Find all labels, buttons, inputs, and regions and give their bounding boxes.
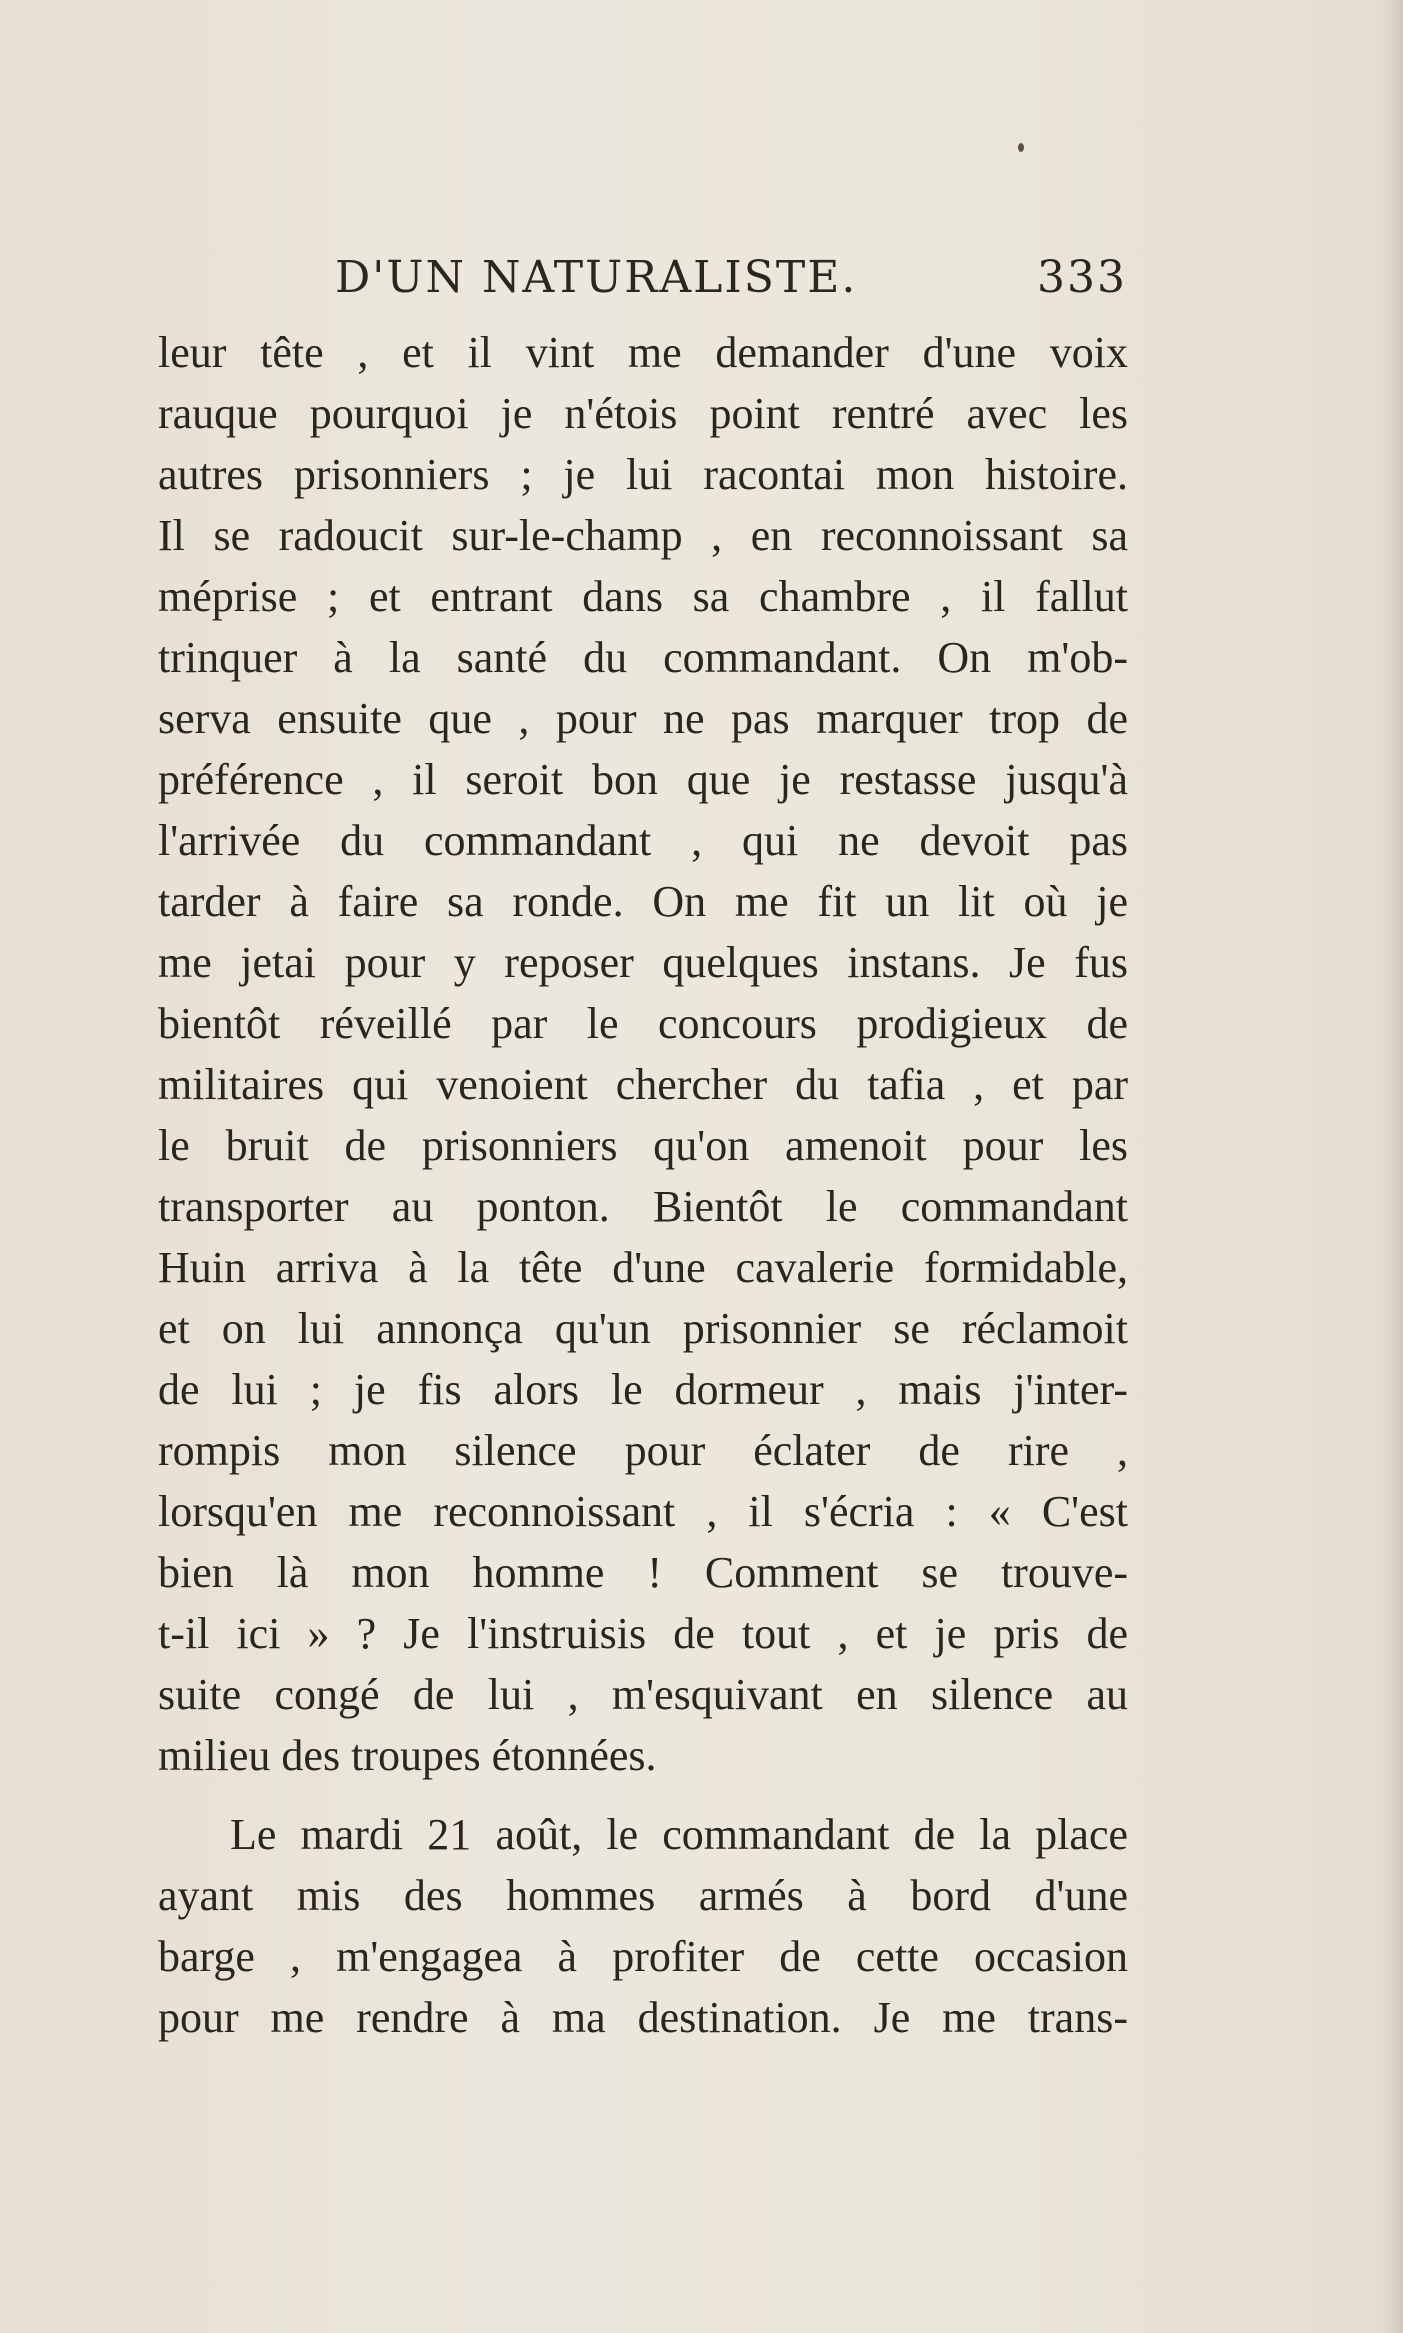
text-line: rompis mon silence pour éclater de rire , <box>158 1426 1128 1475</box>
ink-speck <box>1018 143 1024 152</box>
text-line: bien là mon homme ! Comment se trouve- <box>158 1548 1128 1597</box>
text-line: Il se radoucit sur-le-champ , en reconnoissant sa <box>158 511 1128 560</box>
text-line: leur tête , et il vint me demander d'une voix <box>158 328 1128 377</box>
page-header <box>335 252 1127 322</box>
text-line: de lui ; je fis alors le dormeur , mais j'inter- <box>158 1365 1128 1414</box>
page-body <box>158 322 1128 2048</box>
text-line: militaires qui venoient chercher du tafia , et par <box>158 1060 1128 1109</box>
text-line: pour me rendre à ma destination. Je me trans- <box>158 1993 1128 2042</box>
text-line: barge , m'engagea à profiter de cette occasion <box>158 1932 1128 1981</box>
text-line: Le mardi 21 août, le commandant de la place <box>230 1810 1128 1859</box>
text-line: l'arrivée du commandant , qui ne devoit pas <box>158 816 1128 865</box>
page-number: 333 <box>1037 252 1127 303</box>
paragraph-1 <box>158 322 1128 1786</box>
text-line: autres prisonniers ; je lui racontai mon histoire. <box>158 450 1128 499</box>
text-line: Huin arriva à la tête d'une cavalerie formidable, <box>158 1243 1128 1292</box>
text-line: me jetai pour y reposer quelques instans. Je fus <box>158 938 1128 987</box>
text-line: suite congé de lui , m'esquivant en silence au <box>158 1670 1128 1719</box>
text-line: t-il ici » ? Je l'instruisis de tout , et je pris de <box>158 1609 1128 1658</box>
text-line: lorsqu'en me reconnoissant , il s'écria : « C'est <box>158 1487 1128 1536</box>
paragraph-2 <box>158 1804 1128 2048</box>
text-line: préférence , il seroit bon que je restasse jusqu'à <box>158 755 1128 804</box>
text-line: le bruit de prisonniers qu'on amenoit pour les <box>158 1121 1128 1170</box>
page-gutter-shadow <box>1381 0 1403 2333</box>
paragraph-spacer <box>158 1786 1128 1804</box>
text-line: méprise ; et entrant dans sa chambre , il fallut <box>158 572 1128 621</box>
text-line: serva ensuite que , pour ne pas marquer trop de <box>158 694 1128 743</box>
running-head: D'UN NATURALISTE. <box>335 252 858 303</box>
text-line: et on lui annonça qu'un prisonnier se réclamoit <box>158 1304 1128 1353</box>
text-line: transporter au ponton. Bientôt le commandant <box>158 1182 1128 1231</box>
text-line: rauque pourquoi je n'étois point rentré avec les <box>158 389 1128 438</box>
text-line: tarder à faire sa ronde. On me fit un lit où je <box>158 877 1128 926</box>
text-line: milieu des troupes étonnées. <box>158 1731 657 1780</box>
text-line: ayant mis des hommes armés à bord d'une <box>158 1871 1128 1920</box>
text-line: bientôt réveillé par le concours prodigieux de <box>158 999 1128 1048</box>
text-line: trinquer à la santé du commandant. On m'ob- <box>158 633 1128 682</box>
